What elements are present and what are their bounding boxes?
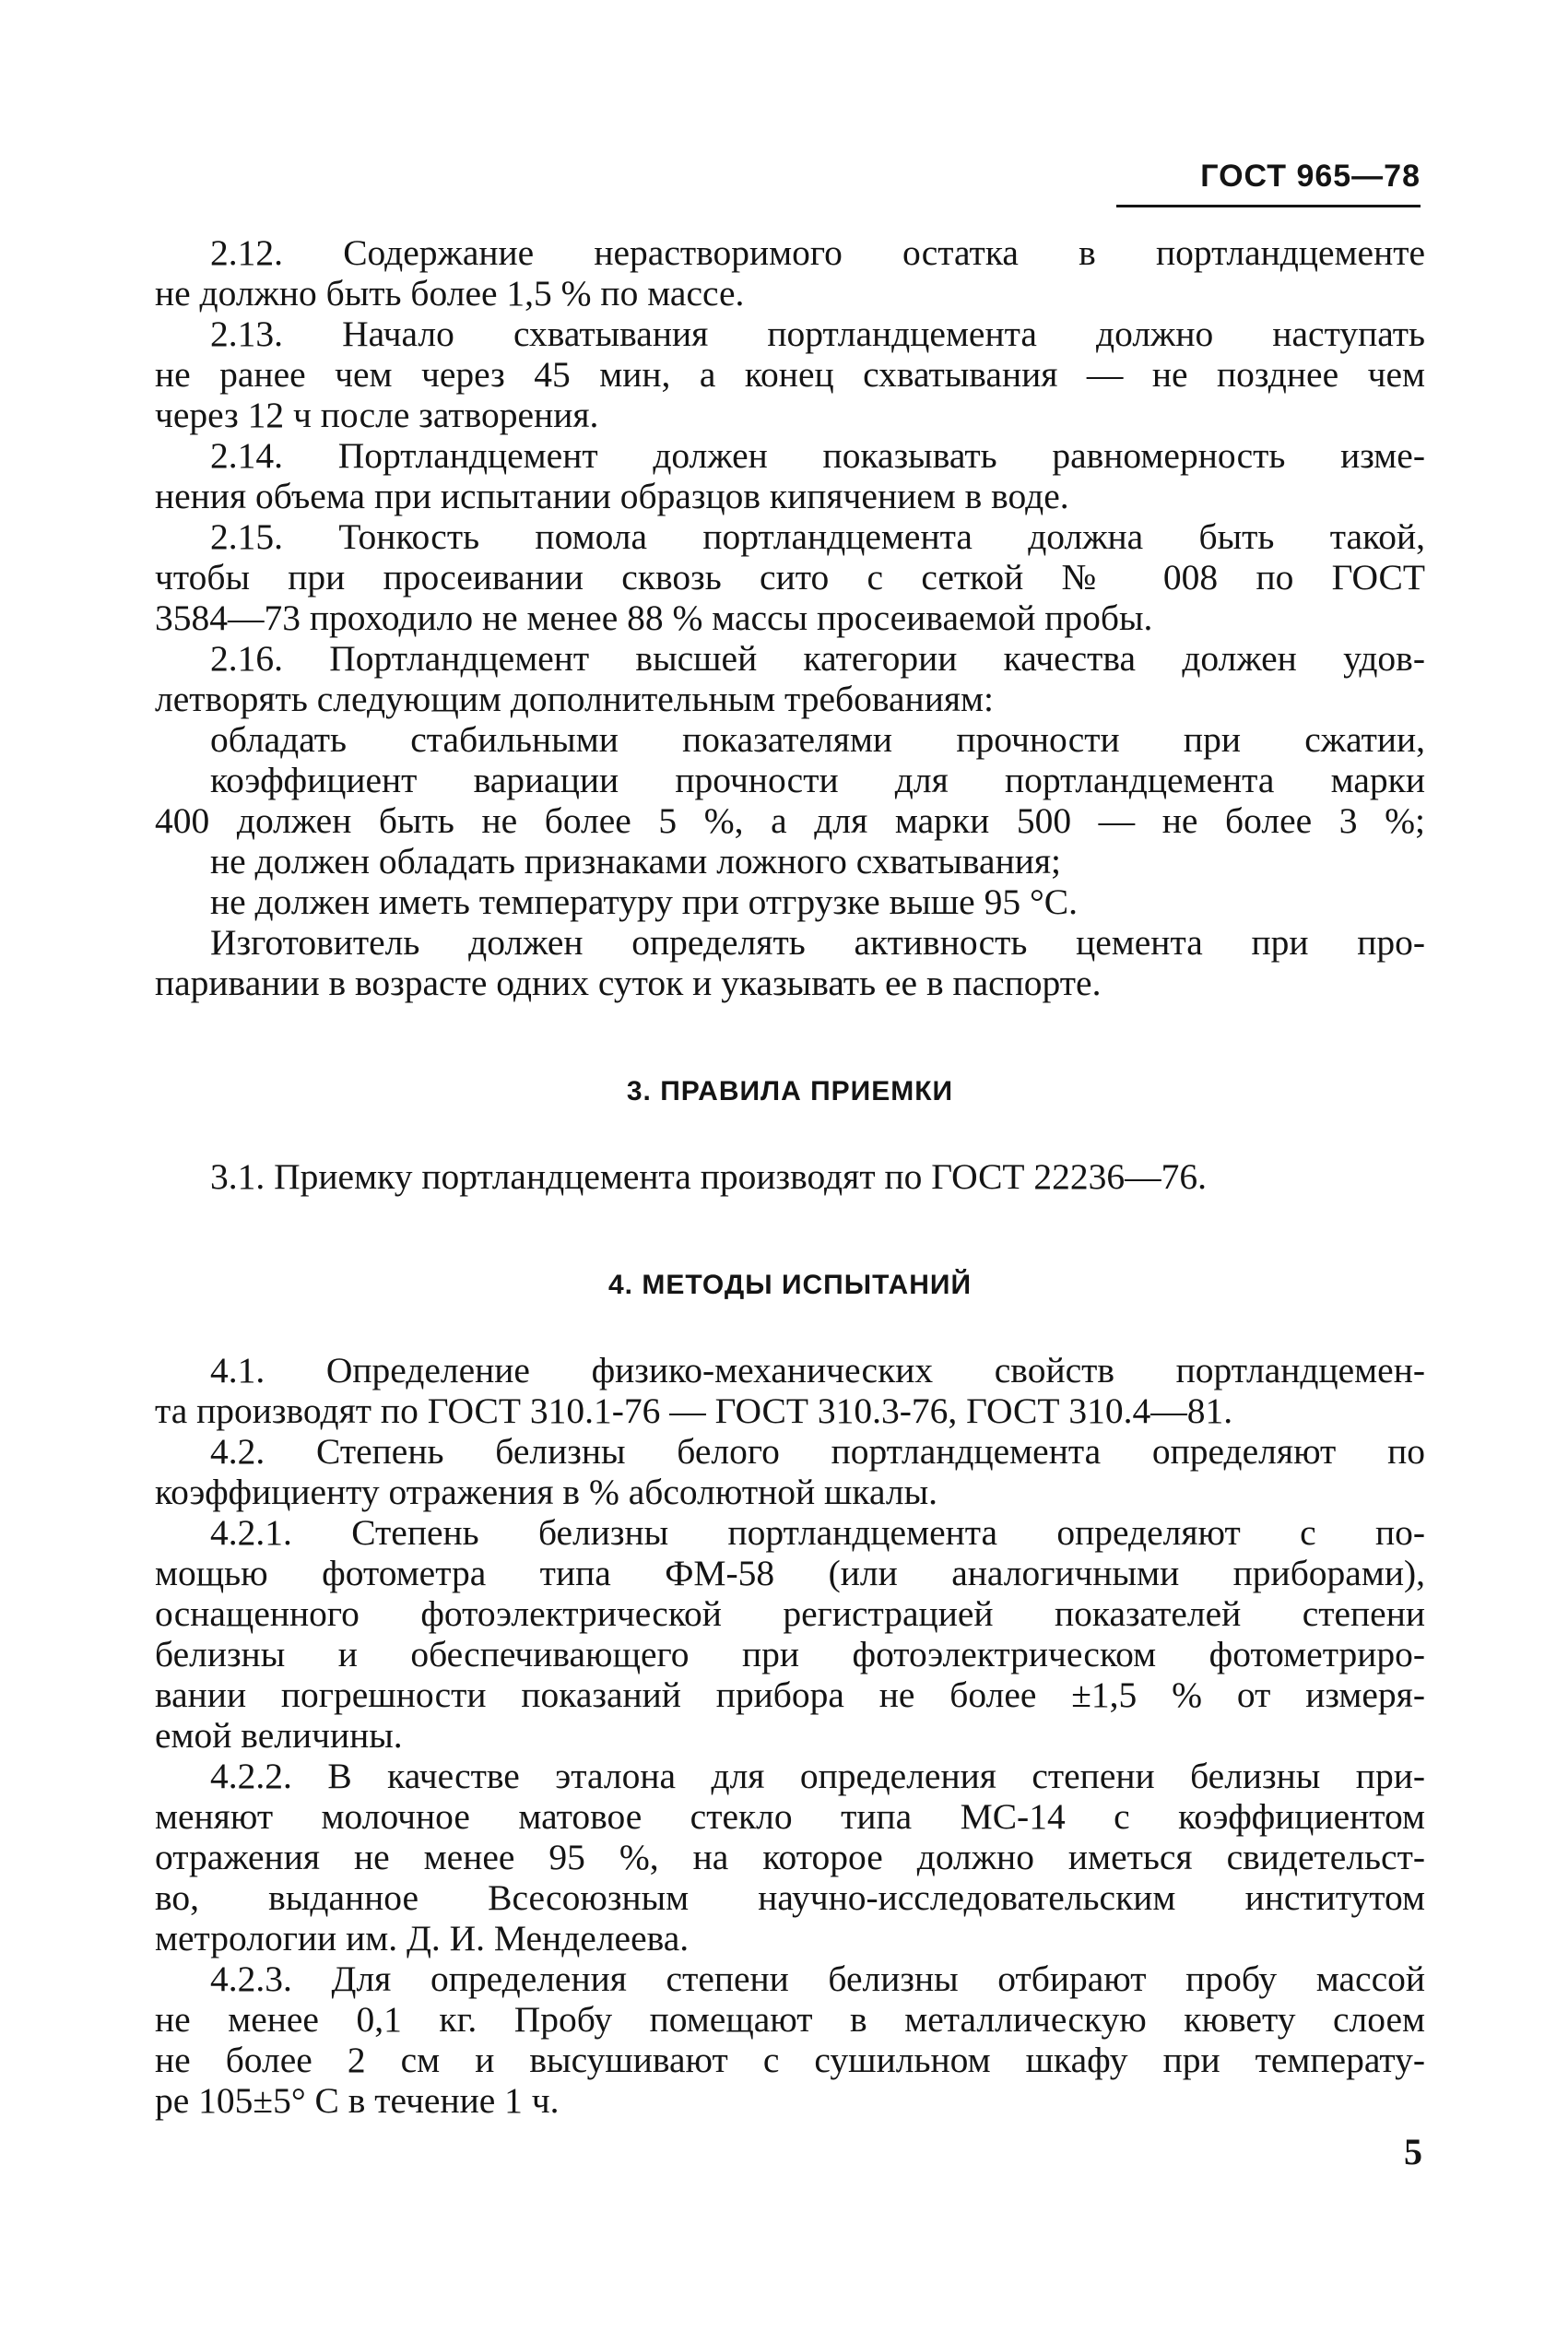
text-line: не должен обладать признаками ложного схватывания; [210,841,1061,882]
text-line: 3584—73 проходило не менее 88 % массы просеиваемой пробы. [155,598,1153,638]
text-line: не должно быть более 1,5 % по массе. [155,273,745,314]
text-line: не более 2 см и высушивают с сушильном шкафу при температу- [155,2040,1425,2080]
spacer [155,1306,1425,1350]
text-line: оснащенного фотоэлектрической регистрацией показателей степени [155,1593,1425,1634]
spacer [155,1197,1425,1265]
text-line: 4.1. Определение физико-механических свойств портландцемен- [210,1350,1425,1390]
text-line: во, выданное Всесоюзным научно-исследовательским институтом [155,1877,1425,1918]
text-line: белизны и обеспечивающего при фотоэлектрическом фотометриро- [155,1634,1425,1674]
text-line: емой величины. [155,1715,403,1756]
text-line: не должен иметь температуру при отгрузке выше 95 °С. [210,882,1078,922]
text-line: ре 105±5° С в течение 1 ч. [155,2080,560,2121]
paragraph-4-2 [155,1431,1425,1512]
text-line: 400 должен быть не более 5 %, а для марки 500 — не более 3 %; [155,800,1425,841]
section-title-acceptance: 3. ПРАВИЛА ПРИЕМКИ [626,1076,954,1106]
text-line: 3.1. Приемку портландцемента производят по ГОСТ 22236—76. [210,1156,1208,1197]
text-line: та производят по ГОСТ 310.1-76 — ГОСТ 310.3-76, ГОСТ 310.4—81. [155,1390,1233,1431]
requirement-strength [155,719,1425,841]
text-line: через 12 ч после затворения. [155,395,599,435]
paragraph-2-15 [155,516,1425,638]
text-line: не ранее чем через 45 мин, а конец схватывания — не позднее чем [155,354,1425,395]
paragraph-2-16 [155,638,1425,719]
text-line: 2.13. Начало схватывания портландцемента должно наступать [210,314,1425,354]
paragraph-4-2-1 [155,1512,1425,1756]
paragraph-2-13 [155,314,1425,435]
paragraph-manufacturer [155,922,1425,1003]
text-line: коэффициенту отражения в % абсолютной шкалы. [155,1472,937,1512]
text-line: летворять следующим дополнительным требованиям: [155,679,994,719]
text-line: 2.15. Тонкость помола портландцемента должна быть такой, [210,516,1425,557]
text-line: чтобы при просеивании сквозь сито с сеткой № 008 по ГОСТ [155,557,1425,598]
paragraph-4-2-3 [155,1958,1425,2121]
paragraph-2-14 [155,435,1425,516]
requirement-false-set [155,841,1425,882]
text-line: 2.12. Содержание нерастворимого остатка в портландцементе [210,232,1425,273]
document-code-header: ГОСТ 965—78 [1200,159,1421,194]
text-line: 4.2. Степень белизны белого портландцемента определяют по [210,1431,1425,1472]
text-line: 2.14. Портландцемент должен показывать равномерность изме- [210,435,1425,476]
spacer [155,1003,1425,1071]
page-number: 5 [1404,2131,1422,2172]
paragraph-4-2-2 [155,1756,1425,1958]
text-line: не менее 0,1 кг. Пробу помещают в металлическую кювету слоем [155,1999,1425,2040]
text-line: паривании в возрасте одних суток и указывать ее в паспорте. [155,963,1102,1003]
paragraph-4-1 [155,1350,1425,1431]
text-line: меняют молочное матовое стекло типа МС-14 с коэффициентом [155,1796,1425,1837]
text-line: нения объема при испытании образцов кипячением в воде. [155,476,1069,516]
text-line: Изготовитель должен определять активность цемента при про- [210,922,1425,963]
text-line: мощью фотометра типа ФМ-58 (или аналогичными приборами), [155,1553,1425,1593]
text-line: метрологии им. Д. И. Менделеева. [155,1918,690,1958]
text-line: 2.16. Портландцемент высшей категории качества должен удов- [210,638,1425,679]
text-line: 4.2.3. Для определения степени белизны отбирают пробу массой [210,1958,1425,1999]
requirement-temperature [155,882,1425,922]
section-title-test-methods: 4. МЕТОДЫ ИСПЫТАНИЙ [608,1270,972,1300]
text-line: 4.2.2. В качестве эталона для определения степени белизны при- [210,1756,1425,1796]
header-rule [1116,205,1421,207]
page-body [155,232,1425,2121]
spacer [155,1112,1425,1156]
text-line: коэффициент вариации прочности для портландцемента марки [210,760,1425,800]
text-line: 4.2.1. Степень белизны портландцемента определяют с по- [210,1512,1425,1553]
paragraph-3-1 [155,1156,1425,1197]
text-line: обладать стабильными показателями прочности при сжатии, [210,719,1425,760]
text-line: вании погрешности показаний прибора не более ±1,5 % от измеря- [155,1674,1425,1715]
text-line: отражения не менее 95 %, на которое должно иметься свидетельст- [155,1837,1425,1877]
paragraph-2-12 [155,232,1425,314]
